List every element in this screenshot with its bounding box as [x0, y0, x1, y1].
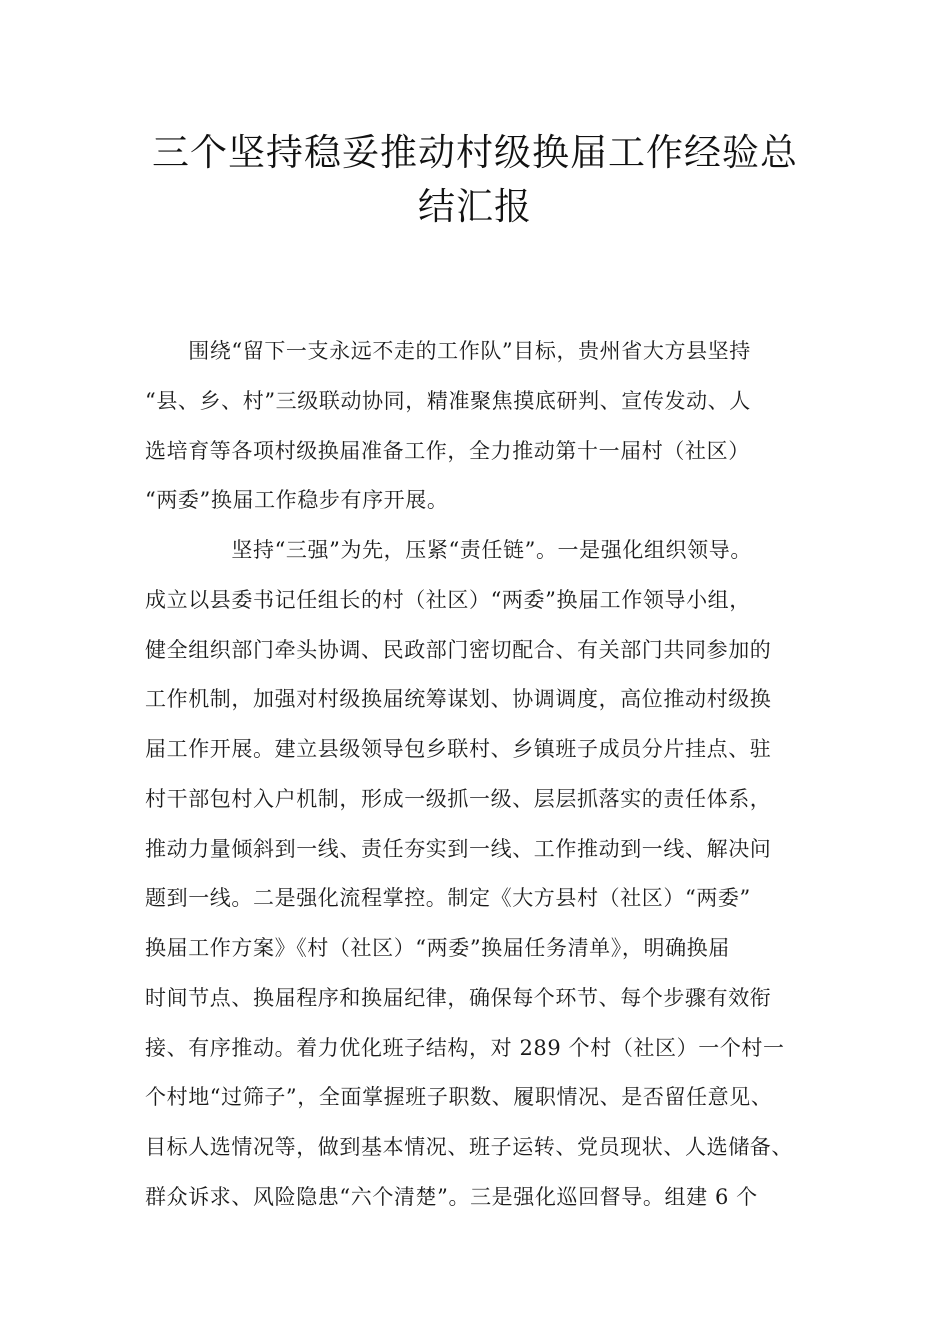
body-text-line: “两委”换届工作稳步有序开展。 [145, 488, 449, 512]
body-text-line: 群众诉求、风险隐患“六个清楚”。三是强化巡回督导。组建 6 个 [145, 1185, 758, 1209]
body-text-line: 村干部包村入户机制，形成一级抓一级、层层抓落实的责任体系， [145, 787, 772, 811]
body-text-line: “县、乡、村”三级联动协同，精准聚焦摸底研判、宣传发动、人 [145, 389, 751, 413]
body-text-line: 时间节点、换届程序和换届纪律，确保每个环节、每个步骤有效衔 [145, 986, 772, 1010]
body-text-line: 届工作开展。建立县级领导包乡联村、乡镇班子成员分片挂点、驻 [145, 737, 772, 761]
body-text-line: 接、有序推动。着力优化班子结构，对 289 个村（社区）一个村一 [145, 1036, 785, 1060]
document-title-line-1: 三个坚持稳妥推动村级换届工作经验总 [152, 131, 798, 174]
body-text-line: 成立以县委书记任组长的村（社区）“两委”换届工作领导小组， [145, 588, 751, 612]
body-text-line: 选培育等各项村级换届准备工作，全力推动第十一届村（社区） [145, 439, 750, 463]
body-text-line: 健全组织部门牵头协调、民政部门密切配合、有关部门共同参加的 [145, 638, 772, 662]
document-title-line-2: 结汇报 [418, 185, 532, 228]
body-text-line: 推动力量倾斜到一线、责任夯实到一线、工作推动到一线、解决问 [145, 837, 772, 861]
body-text-line: 工作机制，加强对村级换届统筹谋划、协调调度，高位推动村级换 [145, 687, 772, 711]
body-text-line: 换届工作方案》《村（社区）“两委”换届任务清单》，明确换届 [145, 936, 730, 960]
body-text-line: 题到一线。二是强化流程掌控。制定《大方县村（社区）“两委” [145, 886, 751, 910]
body-text-line: 个村地“过筛子”，全面掌握班子职数、履职情况、是否留任意见、 [145, 1085, 773, 1109]
body-text-line: 目标人选情况等，做到基本情况、班子运转、党员现状、人选储备、 [145, 1135, 793, 1159]
body-text-line: 坚持“三强”为先，压紧“责任链”。一是强化组织领导。 [145, 538, 752, 562]
body-text-line: 围绕“留下一支永远不走的工作队”目标，贵州省大方县坚持 [145, 339, 751, 363]
